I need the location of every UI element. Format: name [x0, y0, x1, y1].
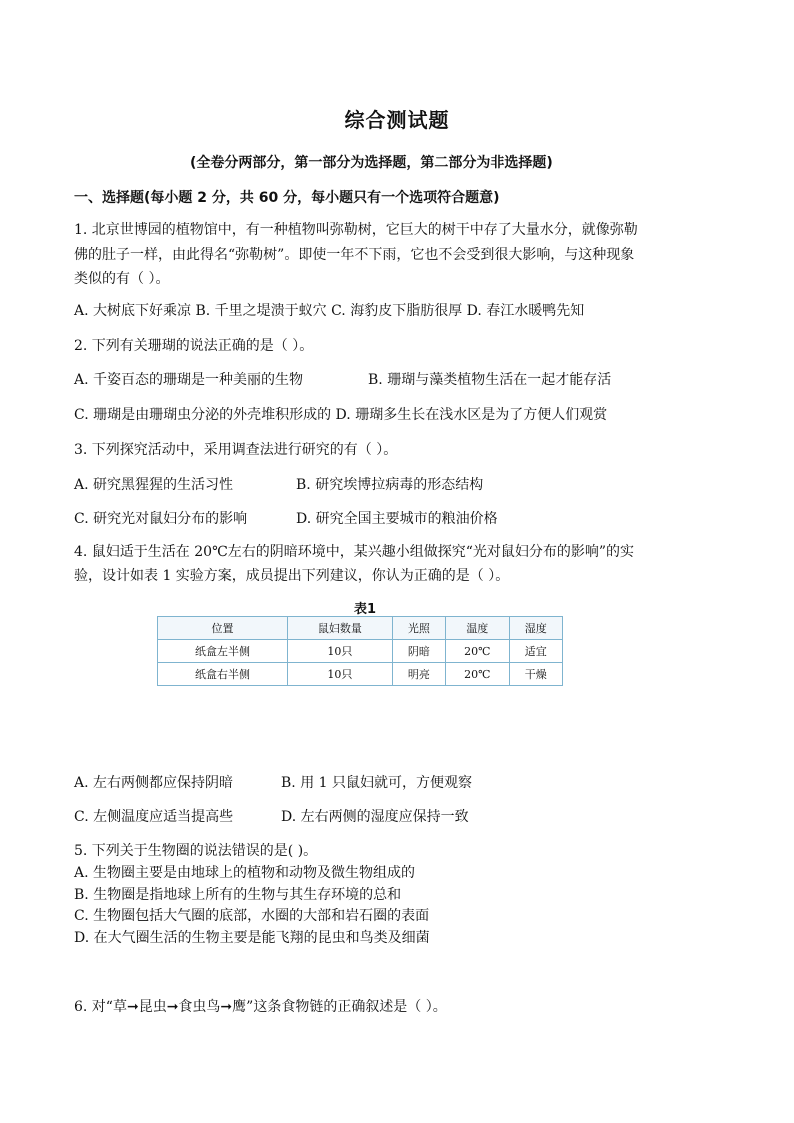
table-header-cell: 鼠妇数量: [288, 617, 393, 640]
page-title: 综合测试题: [344, 108, 450, 132]
question-4-option-c: C. 左侧温度应适当提高些: [74, 809, 234, 825]
question-1-line-2: 佛的肚子一样，由此得名“弥勒树”。即使一年不下雨，它也不会受到很大影响，与这种现象: [74, 247, 635, 263]
question-5-option-c: C. 生物圈包括大气圈的底部，水圈的大部和岩石圈的表面: [74, 908, 430, 924]
table-cell: 纸盒左半侧: [158, 640, 288, 663]
table-cell: 明亮: [392, 663, 445, 686]
question-6-stem: 6. 对“草➞昆虫➞食虫鸟➞鹰”这条食物链的正确叙述是（ ）。: [74, 999, 447, 1015]
question-3-option-a: A. 研究黑猩猩的生活习性: [74, 477, 234, 493]
table-header-cell: 位置: [158, 617, 288, 640]
table-cell: 适宜: [509, 640, 562, 663]
question-4-line-1: 4. 鼠妇适于生活在 20℃左右的阴暗环境中，某兴趣小组做探究“光对鼠妇分布的影响”的实: [74, 544, 635, 560]
table-cell: 20℃: [446, 640, 509, 663]
table-cell: 20℃: [446, 663, 509, 686]
table-header-cell: 温度: [446, 617, 509, 640]
question-1-options: A. 大树底下好乘凉 B. 千里之堤溃于蚁穴 C. 海豹皮下脂肪很厚 D. 春江水暖鸭先知: [74, 303, 585, 319]
question-3-option-d: D. 研究全国主要城市的粮油价格: [296, 511, 498, 527]
question-1-line-1: 1. 北京世博园的植物馆中，有一种植物叫弥勒树，它巨大的树干中存了大量水分，就像弥勒: [74, 222, 638, 238]
question-3-stem: 3. 下列探究活动中，采用调查法进行研究的有（ ）。: [74, 442, 398, 458]
question-4-line-2: 验，设计如表 1 实验方案，成员提出下列建议，你认为正确的是（ ）。: [74, 568, 510, 584]
question-4-option-a: A. 左右两侧都应保持阴暗: [74, 775, 234, 791]
question-3-option-b: B. 研究埃博拉病毒的形态结构: [296, 477, 484, 493]
question-5-stem: 5. 下列关于生物圈的说法错误的是( )。: [74, 843, 318, 859]
question-2-stem: 2. 下列有关珊瑚的说法正确的是（ ）。: [74, 338, 314, 354]
table-cell: 阴暗: [392, 640, 445, 663]
question-2-option-a: A. 千姿百态的珊瑚是一种美丽的生物: [74, 372, 304, 388]
table-row: [158, 640, 563, 663]
question-2-option-b: B. 珊瑚与藻类植物生活在一起才能存活: [368, 372, 612, 388]
exam-instructions: (全卷分两部分，第一部分为选择题，第二部分为非选择题): [190, 155, 553, 171]
question-4-option-b: B. 用 1 只鼠妇就可，方便观察: [281, 775, 472, 791]
experiment-table: [157, 616, 563, 686]
question-1-line-3: 类似的有（ ）。: [74, 271, 170, 287]
question-5-option-b: B. 生物圈是指地球上所有的生物与其生存环境的总和: [74, 887, 402, 903]
question-5-option-a: A. 生物圈主要是由地球上的植物和动物及微生物组成的: [74, 865, 416, 881]
table-row: [158, 663, 563, 686]
question-4-option-d: D. 左右两侧的湿度应保持一致: [281, 809, 469, 825]
table-cell: 纸盒右半侧: [158, 663, 288, 686]
table-header-cell: 光照: [392, 617, 445, 640]
table-cell: 干燥: [509, 663, 562, 686]
table-header-row: [158, 617, 563, 640]
question-2-options-cd: C. 珊瑚是由珊瑚虫分泌的外壳堆积形成的 D. 珊瑚多生长在浅水区是为了方便人们观赏: [74, 407, 608, 423]
question-5-option-d: D. 在大气圈生活的生物主要是能飞翔的昆虫和鸟类及细菌: [74, 930, 430, 946]
table-header-cell: 湿度: [509, 617, 562, 640]
question-3-option-c: C. 研究光对鼠妇分布的影响: [74, 511, 248, 527]
table-caption: 表1: [354, 602, 377, 617]
table-cell: 10只: [288, 663, 393, 686]
table-cell: 10只: [288, 640, 393, 663]
section-heading: 一、选择题(每小题 2 分，共 60 分，每小题只有一个选项符合题意): [74, 190, 500, 206]
